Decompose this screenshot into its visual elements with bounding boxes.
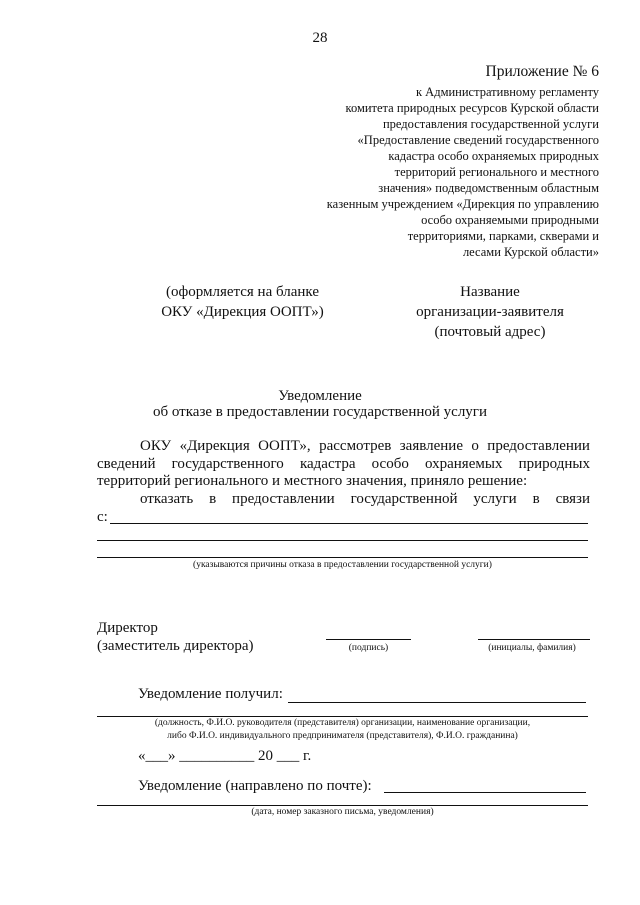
mailed-label: Уведомление (направлено по почте): <box>138 778 372 794</box>
appendix-line: кадастра особо охраняемых природных <box>388 149 599 163</box>
body-word: рассмотрев <box>319 438 392 454</box>
appendix-line: особо охраняемыми природными <box>421 213 599 227</box>
appendix-line: предоставления государственной услуги <box>382 117 599 131</box>
signature-caption: (подпись) <box>348 643 389 653</box>
letterhead-right <box>395 282 585 342</box>
reason-field-line[interactable] <box>97 540 588 541</box>
letterhead-right-line: Название <box>460 284 520 300</box>
body-word: ООПТ», <box>258 438 311 454</box>
received-caption-line-1: (должность, Ф.И.О. руководителя (представителя) организации, наименование организации, <box>154 718 531 728</box>
mailed-field-line[interactable] <box>384 792 586 793</box>
body-word: ОКУ <box>140 438 172 454</box>
body-word: сведений <box>97 456 156 472</box>
page-number: 28 <box>312 30 328 46</box>
body-word: в <box>209 491 217 507</box>
name-caption: (инициалы, фамилия) <box>488 643 576 653</box>
appendix-line: территориями, парками, скверами и <box>407 229 599 243</box>
signer-role-alt: (заместитель директора) <box>97 638 254 654</box>
body-word: о <box>471 438 479 454</box>
mailed-field-line[interactable] <box>97 805 588 806</box>
body-word: в <box>532 491 540 507</box>
body-word: государственной <box>350 491 458 507</box>
appendix-line: территорий регионального и местного <box>394 165 599 179</box>
appendix-line: комитета природных ресурсов Курской области <box>345 101 599 115</box>
body-word: предоставлении <box>487 438 590 454</box>
letterhead-left <box>145 282 340 322</box>
appendix-line: «Предоставление сведений государственного <box>357 133 599 147</box>
body-line-4 <box>140 491 590 508</box>
body-word: особо <box>371 456 409 472</box>
reasons-caption: (указываются причины отказа в предоставлении государственной услуги) <box>193 560 492 570</box>
body-word: «Дирекция <box>179 438 250 454</box>
appendix-line: лесами Курской области» <box>462 245 599 259</box>
appendix-line: казенным учреждением «Дирекция по управлению <box>326 197 599 211</box>
body-word: кадастра <box>299 456 356 472</box>
received-caption-line-2: либо Ф.И.О. индивидуального предпринимателя (представителя), Ф.И.О. гражданина) <box>167 731 518 741</box>
appendix-line: значения» подведомственным областным <box>378 181 599 195</box>
body-word: связи <box>555 491 590 507</box>
body-word: предоставлении <box>232 491 335 507</box>
notice-subtitle: об отказе в предоставлении государственной услуги <box>152 404 487 420</box>
body-word: государственного <box>171 456 284 472</box>
appendix-line: к Административному регламенту <box>415 85 599 99</box>
body-line-2 <box>97 456 590 473</box>
signer-role: Директор <box>97 620 158 636</box>
body-line-1 <box>140 438 590 455</box>
letterhead-right-line: организации-заявителя <box>416 304 564 320</box>
letterhead-left-line: ОКУ «Дирекция ООПТ») <box>161 304 324 320</box>
name-line[interactable] <box>478 639 590 640</box>
signature-line[interactable] <box>326 639 411 640</box>
appendix-title: Приложение № 6 <box>485 63 599 80</box>
body-word: природных <box>518 456 590 472</box>
reason-prefix: с: <box>97 509 108 525</box>
letterhead-left-line: (оформляется на бланке <box>165 284 319 300</box>
received-field-line[interactable] <box>97 716 588 717</box>
received-field-line[interactable] <box>288 702 586 703</box>
body-word: заявление <box>399 438 463 454</box>
letterhead-right-line: (почтовый адрес) <box>434 324 546 340</box>
body-word: отказать <box>140 491 194 507</box>
body-line-3: территорий регионального и местного значения, приняло решение: <box>97 473 528 489</box>
reason-field-line[interactable] <box>97 557 588 558</box>
body-word: услуги <box>473 491 517 507</box>
received-label: Уведомление получил: <box>138 686 283 702</box>
reason-field-line[interactable] <box>110 523 588 524</box>
received-date[interactable]: «___» __________ 20 ___ г. <box>138 748 312 764</box>
notice-title: Уведомление <box>278 388 362 404</box>
mailed-caption: (дата, номер заказного письма, уведомления) <box>251 807 434 817</box>
body-word: охраняемых <box>425 456 503 472</box>
